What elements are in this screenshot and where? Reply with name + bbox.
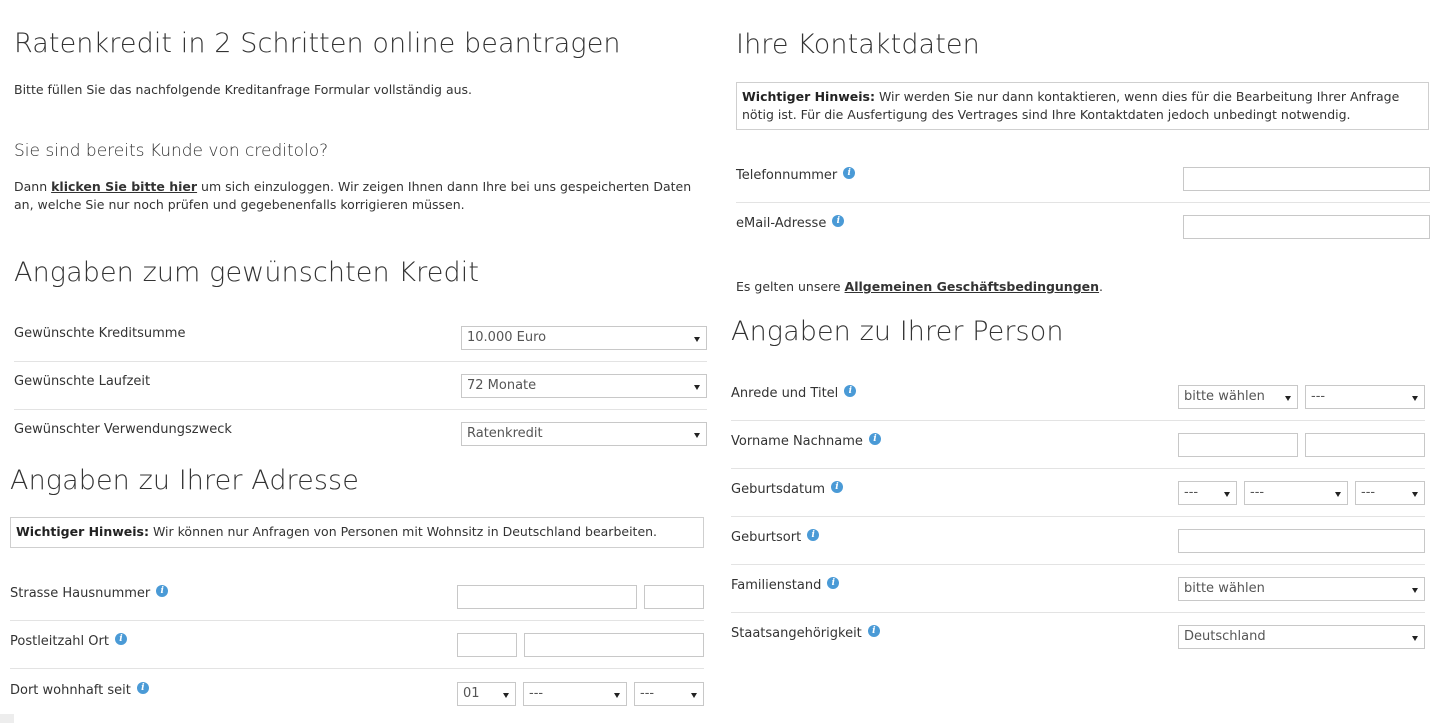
terms-text-before: Es gelten unsere	[736, 279, 845, 294]
street-label-text: Strasse Hausnummer	[10, 586, 151, 601]
existing-customer-heading: Sie sind bereits Kunde von creditolo?	[14, 141, 329, 161]
divider	[731, 420, 1425, 421]
chevron-down-icon	[694, 433, 700, 438]
title-value: ---	[1311, 389, 1326, 404]
chevron-down-icon	[1224, 492, 1230, 497]
house-number-input[interactable]	[644, 585, 704, 609]
existing-customer-text	[14, 178, 714, 214]
page-title: Ratenkredit in 2 Schritten online beantragen	[14, 28, 621, 59]
divider	[10, 620, 704, 621]
chevron-down-icon	[1285, 396, 1291, 401]
terms-text	[736, 278, 1336, 296]
birthplace-label-text: Geburtsort	[731, 530, 802, 545]
info-icon[interactable]: i	[832, 215, 844, 227]
first-name-input[interactable]	[1178, 433, 1298, 457]
chevron-down-icon	[614, 693, 620, 698]
salutation-select[interactable]	[1178, 385, 1298, 409]
divider	[731, 516, 1425, 517]
credit-purpose-value: Ratenkredit	[467, 426, 543, 441]
contact-notice	[736, 82, 1429, 130]
email-label-text: eMail-Adresse	[736, 216, 827, 231]
marital-status-label	[731, 578, 839, 593]
birth-month-select[interactable]	[1244, 481, 1348, 505]
info-icon[interactable]: i	[137, 682, 149, 694]
terms-link[interactable]: Allgemeinen Geschäftsbedingungen	[844, 279, 1100, 294]
terms-text-after: .	[1099, 279, 1104, 294]
credit-term-label: Gewünschte Laufzeit	[14, 374, 151, 389]
birth-year-value: ---	[1361, 485, 1376, 500]
marital-status-value: bitte wählen	[1184, 581, 1265, 596]
info-icon[interactable]: i	[115, 633, 127, 645]
birth-day-value: ---	[1184, 485, 1199, 500]
name-label-text: Vorname Nachname	[731, 434, 863, 449]
info-icon[interactable]: i	[844, 385, 856, 397]
phone-label	[736, 168, 855, 183]
credit-amount-value: 10.000 Euro	[467, 330, 547, 345]
email-label	[736, 216, 844, 231]
nationality-value: Deutschland	[1184, 629, 1266, 644]
chevron-down-icon	[1412, 636, 1418, 641]
chevron-down-icon	[694, 385, 700, 390]
info-icon[interactable]: i	[843, 167, 855, 179]
birth-month-value: ---	[1250, 485, 1265, 500]
contact-notice-bold: Wichtiger Hinweis:	[742, 89, 875, 104]
chevron-down-icon	[1412, 396, 1418, 401]
birth-day-select[interactable]	[1178, 481, 1237, 505]
divider	[14, 409, 707, 410]
nationality-label	[731, 626, 880, 641]
name-label	[731, 434, 881, 449]
resident-since-day-value: 01	[463, 686, 480, 701]
divider	[731, 612, 1425, 613]
zip-city-label	[10, 634, 127, 649]
divider	[731, 468, 1425, 469]
info-icon[interactable]: i	[827, 577, 839, 589]
title-select[interactable]	[1305, 385, 1425, 409]
street-input[interactable]	[457, 585, 637, 609]
credit-term-value: 72 Monate	[467, 378, 537, 393]
marital-status-label-text: Familienstand	[731, 578, 822, 593]
resident-since-day-select[interactable]	[457, 682, 516, 706]
resident-since-month-value: ---	[529, 686, 544, 701]
phone-label-text: Telefonnummer	[736, 168, 838, 183]
address-section-heading: Angaben zu Ihrer Adresse	[10, 465, 359, 496]
zip-city-label-text: Postleitzahl Ort	[10, 634, 109, 649]
street-label	[10, 586, 168, 601]
info-icon[interactable]: i	[869, 433, 881, 445]
email-input[interactable]	[1183, 215, 1430, 239]
birthplace-label	[731, 530, 819, 545]
birthplace-input[interactable]	[1178, 529, 1425, 553]
resident-since-year-select[interactable]	[634, 682, 704, 706]
credit-section-heading: Angaben zum gewünschten Kredit	[14, 257, 480, 288]
credit-amount-label: Gewünschte Kreditsumme	[14, 326, 186, 341]
divider	[14, 361, 707, 362]
info-icon[interactable]: i	[156, 585, 168, 597]
city-input[interactable]	[524, 633, 704, 657]
salutation-label	[731, 386, 856, 401]
divider	[10, 668, 704, 669]
chevron-down-icon	[1412, 492, 1418, 497]
person-section-heading: Angaben zu Ihrer Person	[731, 316, 1064, 347]
login-link[interactable]: klicken Sie bitte hier	[51, 179, 198, 194]
nationality-label-text: Staatsangehörigkeit	[731, 626, 862, 641]
chevron-down-icon	[691, 693, 697, 698]
credit-amount-select[interactable]	[461, 326, 707, 350]
scroll-corner	[0, 714, 14, 723]
zip-input[interactable]	[457, 633, 517, 657]
address-notice-text: Wir können nur Anfragen von Personen mit Wohnsitz in Deutschland bearbeiten.	[148, 524, 658, 539]
nationality-select[interactable]	[1178, 625, 1425, 649]
credit-purpose-label: Gewünschter Verwendungszweck	[14, 422, 232, 437]
resident-since-label-text: Dort wohnhaft seit	[10, 683, 131, 698]
address-notice-bold: Wichtiger Hinweis:	[16, 524, 149, 539]
phone-input[interactable]	[1183, 167, 1430, 191]
resident-since-label	[10, 683, 149, 698]
address-notice	[10, 517, 704, 548]
credit-purpose-select[interactable]	[461, 422, 707, 446]
chevron-down-icon	[1335, 492, 1341, 497]
chevron-down-icon	[503, 693, 509, 698]
contact-section-heading: Ihre Kontaktdaten	[736, 29, 980, 60]
existing-customer-text-after: um sich einzuloggen. Wir zeigen Ihnen dann Ihre bei uns gespeicherten Daten an, welche Sie nur noch prüfen und gegebenenfalls korrigieren müssen.	[14, 179, 692, 212]
salutation-label-text: Anrede und Titel	[731, 386, 839, 401]
marital-status-select[interactable]	[1178, 577, 1425, 601]
last-name-input[interactable]	[1305, 433, 1425, 457]
chevron-down-icon	[694, 337, 700, 342]
birthdate-label-text: Geburtsdatum	[731, 482, 825, 497]
info-icon[interactable]: i	[807, 529, 819, 541]
existing-customer-text-before: Dann	[14, 179, 52, 194]
birthdate-label	[731, 482, 843, 497]
resident-since-month-select[interactable]	[523, 682, 627, 706]
info-icon[interactable]: i	[868, 625, 880, 637]
birth-year-select[interactable]	[1355, 481, 1425, 505]
salutation-value: bitte wählen	[1184, 389, 1265, 404]
divider	[736, 202, 1430, 203]
divider	[731, 564, 1425, 565]
info-icon[interactable]: i	[831, 481, 843, 493]
intro-text: Bitte füllen Sie das nachfolgende Kreditanfrage Formular vollständig aus.	[14, 82, 473, 97]
resident-since-year-value: ---	[640, 686, 655, 701]
contact-notice-text: Wir werden Sie nur dann kontaktieren, wenn dies für die Bearbeitung Ihrer Anfrage nötig ist. Für die Ausfertigung des Vertrages sind Ihre Kontaktdaten jedoch unbedingt notwendig.	[742, 89, 1400, 122]
credit-term-select[interactable]	[461, 374, 707, 398]
chevron-down-icon	[1412, 588, 1418, 593]
